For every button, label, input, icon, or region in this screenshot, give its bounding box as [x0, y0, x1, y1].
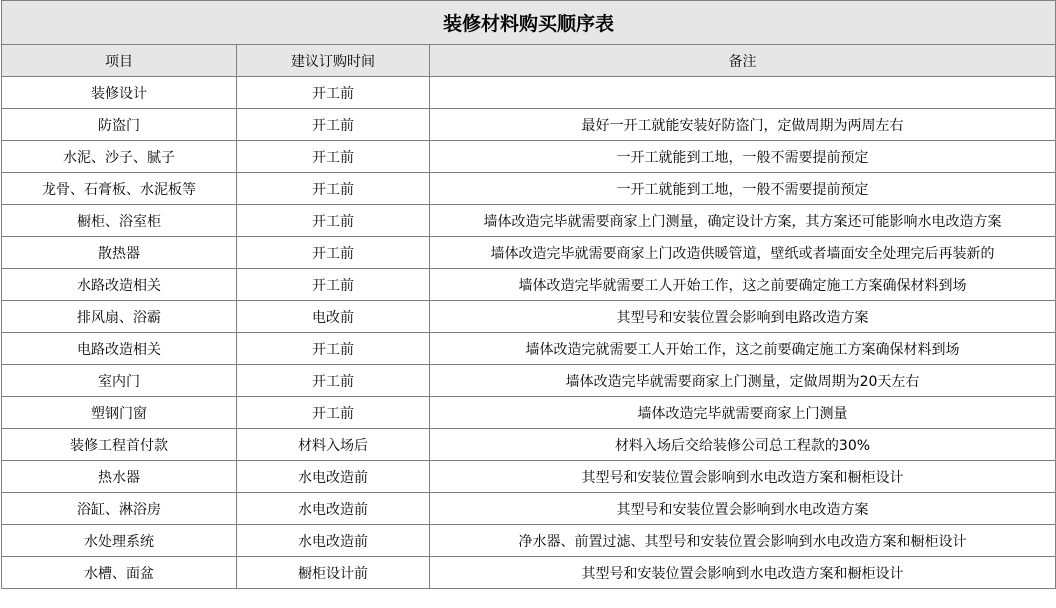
cell-note[interactable]: 墙体改造完毕就需要工人开始工作，这之前要确定施工方案确保材料到场 [430, 269, 1056, 301]
cell-order-time[interactable]: 材料入场后 [237, 429, 430, 461]
cell-note[interactable]: 墙体改造完毕就需要商家上门测量 [430, 397, 1056, 429]
cell-note[interactable]: 一开工就能到工地，一般不需要提前预定 [430, 141, 1056, 173]
cell-note[interactable]: 最好一开工就能安装好防盗门，定做周期为两周左右 [430, 109, 1056, 141]
cell-order-time[interactable]: 开工前 [237, 269, 430, 301]
cell-note[interactable]: 材料入场后交给装修公司总工程款的30% [430, 429, 1056, 461]
cell-item[interactable]: 橱柜、浴室柜 [2, 205, 237, 237]
table-row [2, 269, 1056, 301]
table-row [2, 333, 1056, 365]
cell-note[interactable]: 墙体改造完毕就需要商家上门测量，定做周期为20天左右 [430, 365, 1056, 397]
title-row [2, 1, 1056, 45]
cell-note[interactable]: 墙体改造完毕就需要商家上门测量，确定设计方案，其方案还可能影响水电改造方案 [430, 205, 1056, 237]
table-row [2, 301, 1056, 333]
cell-order-time[interactable]: 水电改造前 [237, 461, 430, 493]
cell-order-time[interactable]: 开工前 [237, 397, 430, 429]
cell-note[interactable]: 其型号和安装位置会影响到电路改造方案 [430, 301, 1056, 333]
cell-order-time[interactable]: 开工前 [237, 205, 430, 237]
table-row [2, 141, 1056, 173]
cell-order-time[interactable]: 开工前 [237, 365, 430, 397]
cell-item[interactable]: 防盗门 [2, 109, 237, 141]
cell-item[interactable]: 散热器 [2, 237, 237, 269]
cell-item[interactable]: 装修设计 [2, 77, 237, 109]
cell-order-time[interactable]: 开工前 [237, 141, 430, 173]
cell-note[interactable]: 其型号和安装位置会影响到水电改造方案和橱柜设计 [430, 557, 1056, 589]
purchase-order-table [1, 0, 1056, 589]
header-item[interactable]: 项目 [2, 45, 237, 77]
cell-item[interactable]: 装修工程首付款 [2, 429, 237, 461]
table-row [2, 173, 1056, 205]
table-row [2, 493, 1056, 525]
table-row [2, 109, 1056, 141]
cell-order-time[interactable]: 开工前 [237, 109, 430, 141]
cell-order-time[interactable]: 开工前 [237, 77, 430, 109]
table-title[interactable]: 装修材料购买顺序表 [2, 1, 1056, 45]
cell-order-time[interactable]: 开工前 [237, 173, 430, 205]
table-row [2, 429, 1056, 461]
cell-item[interactable]: 水处理系统 [2, 525, 237, 557]
cell-item[interactable]: 水槽、面盆 [2, 557, 237, 589]
cell-order-time[interactable]: 开工前 [237, 237, 430, 269]
cell-item[interactable]: 水泥、沙子、腻子 [2, 141, 237, 173]
cell-order-time[interactable]: 橱柜设计前 [237, 557, 430, 589]
table-row [2, 365, 1056, 397]
header-row [2, 45, 1056, 77]
header-note[interactable]: 备注 [430, 45, 1056, 77]
header-order-time[interactable]: 建议订购时间 [237, 45, 430, 77]
table-row [2, 205, 1056, 237]
table-row [2, 397, 1056, 429]
cell-note[interactable]: 其型号和安装位置会影响到水电改造方案和橱柜设计 [430, 461, 1056, 493]
cell-order-time[interactable]: 开工前 [237, 333, 430, 365]
cell-item[interactable]: 浴缸、淋浴房 [2, 493, 237, 525]
cell-item[interactable]: 电路改造相关 [2, 333, 237, 365]
cell-note[interactable]: 墙体改造完毕就需要商家上门改造供暖管道，壁纸或者墙面安全处理完后再装新的 [430, 237, 1056, 269]
table-row [2, 237, 1056, 269]
cell-order-time[interactable]: 水电改造前 [237, 493, 430, 525]
table-row [2, 461, 1056, 493]
cell-item[interactable]: 排风扇、浴霸 [2, 301, 237, 333]
cell-note[interactable]: 一开工就能到工地，一般不需要提前预定 [430, 173, 1056, 205]
cell-item[interactable]: 塑钢门窗 [2, 397, 237, 429]
cell-item[interactable]: 水路改造相关 [2, 269, 237, 301]
cell-order-time[interactable]: 电改前 [237, 301, 430, 333]
cell-note[interactable]: 其型号和安装位置会影响到水电改造方案 [430, 493, 1056, 525]
cell-item[interactable]: 龙骨、石膏板、水泥板等 [2, 173, 237, 205]
table-row [2, 525, 1056, 557]
cell-note[interactable]: 墙体改造完就需要工人开始工作，这之前要确定施工方案确保材料到场 [430, 333, 1056, 365]
cell-item[interactable]: 室内门 [2, 365, 237, 397]
cell-note[interactable] [430, 77, 1056, 109]
cell-note[interactable]: 净水器、前置过滤、其型号和安装位置会影响到水电改造方案和橱柜设计 [430, 525, 1056, 557]
cell-order-time[interactable]: 水电改造前 [237, 525, 430, 557]
cell-item[interactable]: 热水器 [2, 461, 237, 493]
table-row [2, 557, 1056, 589]
table-row [2, 77, 1056, 109]
